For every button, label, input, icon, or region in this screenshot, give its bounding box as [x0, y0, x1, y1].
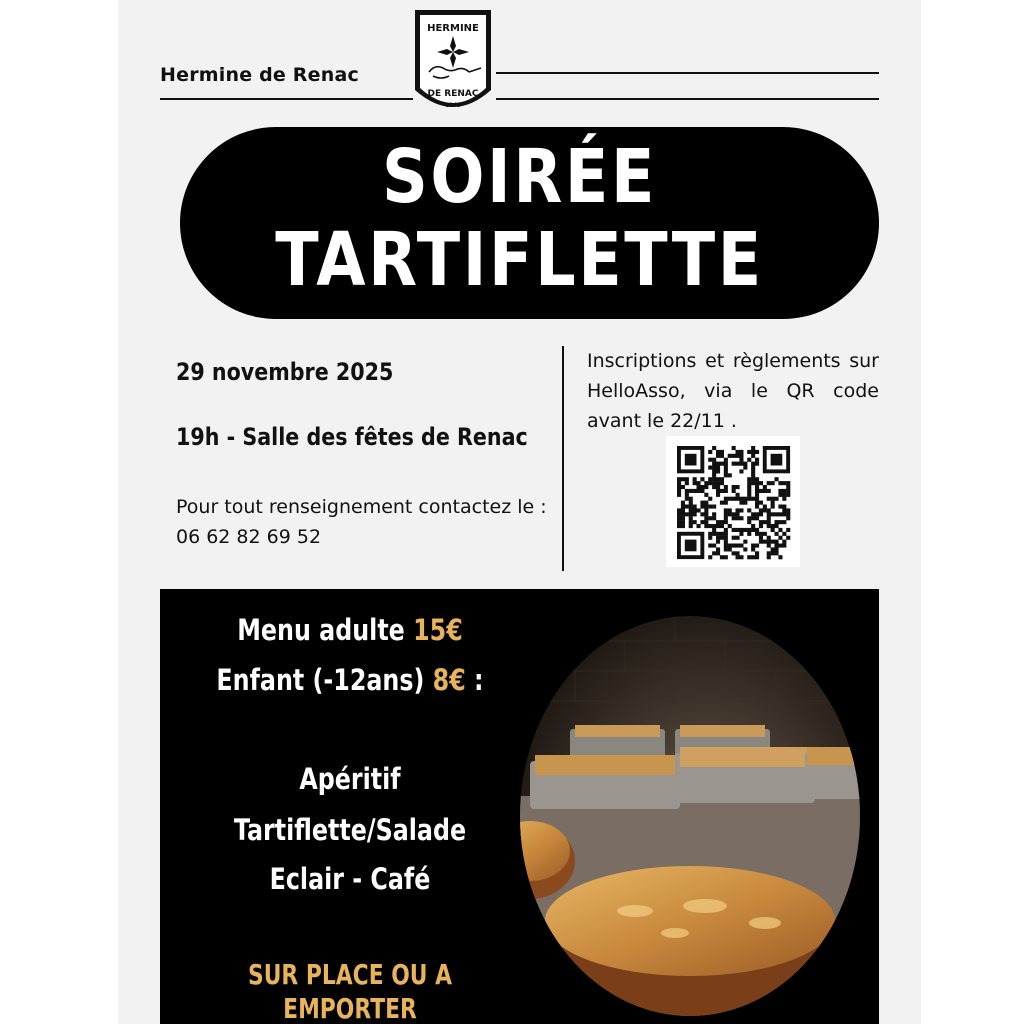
- club-logo: [411, 6, 495, 124]
- event-time-place: 19h - Salle des fêtes de Renac: [176, 423, 528, 451]
- logo-text-top: HERMINE: [427, 23, 479, 34]
- logo-text-bottom: DE RENAC: [427, 89, 479, 99]
- takeaway-note: SUR PLACE OU A EMPORTER: [247, 958, 453, 1024]
- title-line-1: SOIRÉE: [381, 134, 658, 220]
- menu-adult-line: [194, 613, 506, 647]
- menu-child-price: 8€: [432, 663, 466, 697]
- header-rule-right-top: [496, 72, 879, 74]
- tartiflette-photo: [515, 611, 865, 1021]
- menu-adult-price: 15€: [413, 613, 463, 647]
- title-line-2: TARTIFLETTE: [275, 217, 764, 303]
- header-rule-left: [160, 98, 413, 100]
- event-date: 29 novembre 2025: [176, 358, 394, 386]
- logo-year: 1946: [445, 102, 461, 109]
- org-name: Hermine de Renac: [160, 64, 359, 86]
- vertical-divider: [562, 346, 564, 571]
- menu-child-suffix: :: [465, 663, 484, 697]
- menu-item: Eclair - Café: [269, 862, 431, 896]
- poster: [118, 0, 921, 1024]
- menu-item: Apéritif: [299, 762, 401, 796]
- registration-text: Inscriptions et règlements sur HelloAsso, via le QR code avant le 22/11 .: [587, 350, 879, 432]
- qr-code[interactable]: [666, 436, 800, 567]
- menu-child-line: [194, 663, 506, 697]
- menu-adult-label: Menu adulte: [237, 613, 405, 647]
- header-rule-right-bottom: [496, 98, 879, 100]
- menu-item: Tartiflette/Salade: [233, 813, 467, 847]
- contact-info: Pour tout renseignement contactez le : 06 62 82 69 52: [176, 496, 547, 548]
- menu-child-label: Enfant (-12ans): [216, 663, 425, 697]
